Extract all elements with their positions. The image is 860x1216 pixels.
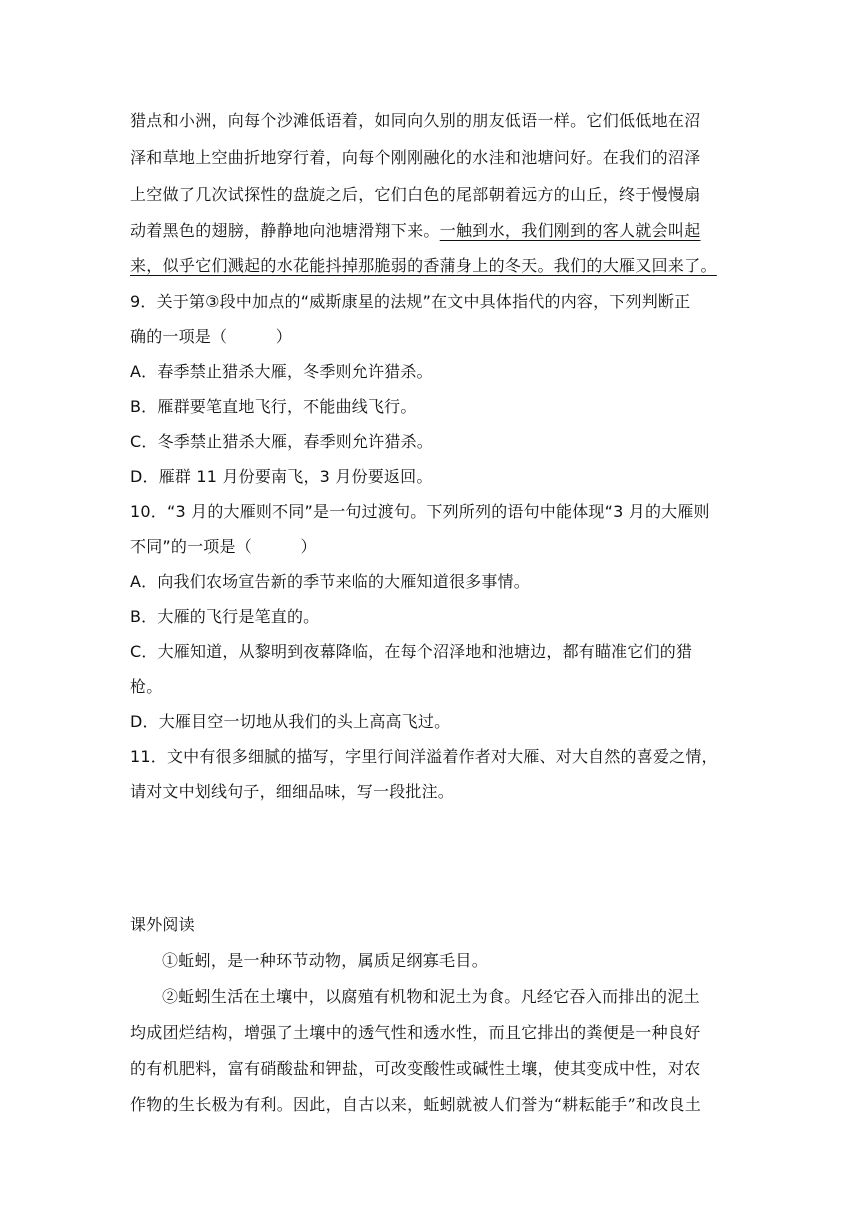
extra-paragraph-2: 的有机肥料，富有硝酸盐和钾盐，可改变酸性或碱性土壤，使其变成中性，对农 <box>130 1059 701 1078</box>
passage-line: 猎点和小洲，向每个沙滩低语着，如同向久别的朋友低语一样。它们低低地在沼 <box>130 111 701 130</box>
extra-paragraph-2: 作物的生长极为有利。因此，自古以来，蚯蚓就被人们誉为“耕耘能手”和改良土 <box>130 1095 702 1114</box>
question-9-option-d: D．雁群 11 月份要南飞，3 月份要返回。 <box>130 467 433 486</box>
question-9-option-c: C．冬季禁止猎杀大雁，春季则允许猎杀。 <box>130 432 433 451</box>
question-11-stem: 请对文中划线句子，细细品味，写一段批注。 <box>130 782 455 801</box>
passage-line: 上空做了几次试探性的盘旋之后，它们白色的尾部朝着远方的山丘，终于慢慢扇 <box>130 185 701 204</box>
extra-paragraph-1: ①蚯蚓，是一种环节动物，属质足纲寡毛目。 <box>162 951 489 970</box>
underlined-sentence: 来，似乎它们溅起的水花能抖掉那脆弱的香蒲身上的冬天。我们的大雁又回来了。 <box>130 256 717 275</box>
passage-line <box>130 218 730 241</box>
question-9-stem: 9．关于第③段中加点的“威斯康星的法规”在文中具体指代的内容，下列判断正 <box>130 292 691 311</box>
underlined-sentence: 一触到水，我们刚到的客人就会叫起 <box>439 221 701 240</box>
question-9-stem: 确的一项是（ ） <box>130 327 293 346</box>
question-10-option-d: D．大雁目空一切地从我们的头上高高飞过。 <box>130 712 451 731</box>
section-heading: 课外阅读 <box>130 915 195 934</box>
question-10-stem: 10．“3 月的大雁则不同”是一句过渡句。下列所列的语句中能体现“3 月的大雁则 <box>130 502 710 521</box>
extra-paragraph-2: ②蚯蚓生活在土壤中，以腐殖有机物和泥土为食。凡经它吞入而排出的泥土 <box>162 987 700 1006</box>
passage-line: 泽和草地上空曲折地穿行着，向每个刚刚融化的水洼和池塘问好。在我们的沼泽 <box>130 148 701 167</box>
question-10-stem: 不同”的一项是（ ） <box>130 537 317 556</box>
question-10-option-a: A．向我们农场宣告新的季节来临的大雁知道很多事情。 <box>130 572 530 591</box>
question-10-option-c: C．大雁知道，从黎明到夜幕降临，在每个沼泽地和池塘边，都有瞄准它们的猎 <box>130 642 693 661</box>
question-11-stem: 11．文中有很多细腻的描写，字里行间洋溢着作者对大雁、对大自然的喜爱之情， <box>130 747 718 766</box>
extra-paragraph-2: 均成团烂结构，增强了土壤中的透气性和透水性，而且它排出的粪便是一种良好 <box>130 1023 701 1042</box>
question-10-option-b: B．大雁的飞行是笔直的。 <box>130 607 320 626</box>
question-10-option-c-cont: 枪。 <box>130 677 163 696</box>
question-9-option-b: B．雁群要笔直地飞行，不能曲线飞行。 <box>130 397 417 416</box>
passage-text: 动着黑色的翅膀，静静地向池塘滑翔下来。 <box>130 221 440 240</box>
question-9-option-a: A．春季禁止猎杀大雁，冬季则允许猎杀。 <box>130 362 433 381</box>
